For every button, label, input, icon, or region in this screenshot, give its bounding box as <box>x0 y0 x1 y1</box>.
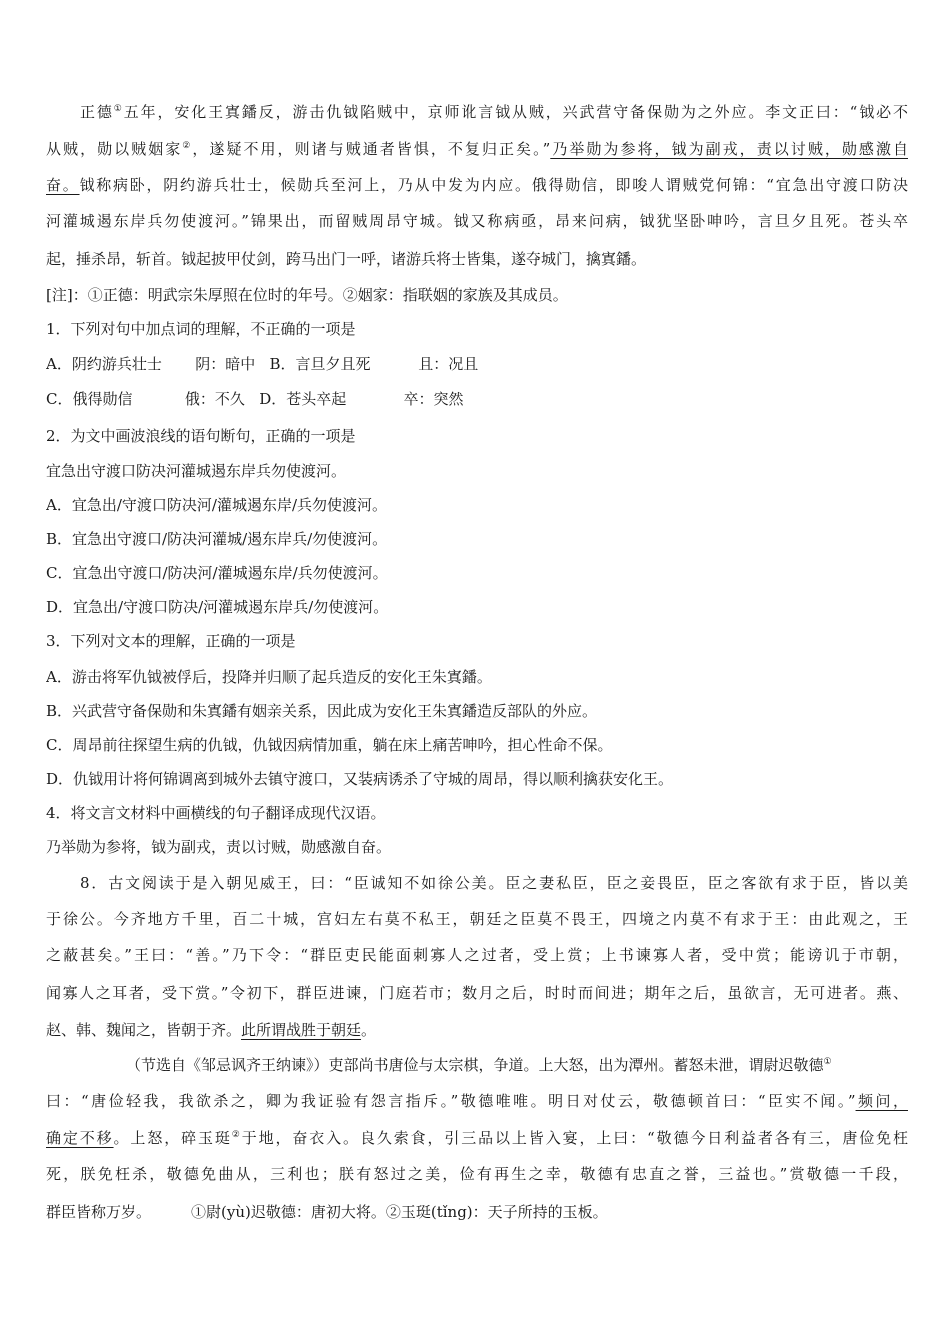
q4-stem: 4．将文言文材料中画横线的句子翻译成现代汉语。 <box>46 804 386 822</box>
text: 曰：“唐俭轻我，我欲杀之，卿为我证验有怨言指斥。”敬德唯唯。明日对仗云，敬德顿首曰：“臣实不闻。” <box>46 1092 856 1110</box>
text: 。 <box>361 1021 377 1039</box>
q2-option-d: D．宜急出/守渡口防决/河灌城遏东岸兵/勿使渡河。 <box>46 598 389 616</box>
q2-option-b: B．宜急出守渡口/防决河灌城/遏东岸兵/勿使渡河。 <box>46 530 388 548</box>
q3-option-c: C．周昂前往探望生病的仇钺，仇钺因病情加重，躺在床上痛苦呻吟，担心性命不保。 <box>46 736 613 754</box>
text: 于地，奋衣入。良久索食，引三品以上皆入宴，上曰：“敬德今日利益者各有三，唐俭免枉 <box>241 1129 908 1147</box>
passage1-line-1 <box>46 102 908 124</box>
text: 五年，安化王寘鐇反，游击仇钺陷贼中，京师讹言钺从贼，兴武营守备保勋为之外应。李文正曰：“钺必不 <box>123 103 908 121</box>
passage1-line-4: 河灌城遏东岸兵勿使渡河。”锦果出，而留贼周昂守城。钺又称病亟，昂来问病，钺犹坚卧呻吟，言旦夕且死。苍头卒 <box>46 212 908 230</box>
passage3-line-3 <box>46 1128 908 1150</box>
q4-sentence: 乃举勋为参将，钺为副戎，责以讨贼，勋感激自奋。 <box>46 838 392 856</box>
passage3-line-5 <box>46 1202 908 1224</box>
text: 群臣皆称万岁。 <box>46 1203 152 1221</box>
text: 钺称病卧，阴约游兵壮士，候勋兵至河上，乃从中发为内应。俄得勋信，即唆人谓贼党何锦：“宜急出守渡口防决 <box>79 176 908 194</box>
underlined-sentence: 乃举勋为参将，钺为副戎，责以讨贼，勋感激自 <box>550 140 908 158</box>
q1-options-row-2: C．俄得勋信 俄：不久 D．苍头卒起 卒：突然 <box>46 390 464 408</box>
underlined-sentence: 频问， <box>855 1092 908 1110</box>
q3-stem: 3．下列对文本的理解，正确的一项是 <box>46 632 296 650</box>
text: 。上怒，碎玉珽 <box>113 1129 232 1147</box>
text: （节选自《邹忌讽齐王纳谏》）吏部尚书唐俭与太宗棋，争道。上大怒，出为潭州。蓄怒未泄，谓尉迟敬德 <box>126 1056 824 1074</box>
text: ，遂疑不用，则诸与贼通者皆惧，不复归正矣。” <box>192 140 551 158</box>
q2-sentence: 宜急出守渡口防决河灌城遏东岸兵勿使渡河。 <box>46 462 347 480</box>
q1-options-row-1: A．阴约游兵壮士 阴：暗中 B．言旦夕且死 且：况且 <box>46 355 479 373</box>
passage1-line-3 <box>46 175 908 197</box>
passage3-line-2 <box>46 1091 908 1113</box>
passage1-line-2 <box>46 139 908 161</box>
footnote-marker: ② <box>231 1130 242 1140</box>
footnote-marker: ① <box>113 104 124 114</box>
q2-option-c: C．宜急出守渡口/防决河/灌城遏东岸/兵勿使渡河。 <box>46 564 388 582</box>
underlined-sentence: 确定不移 <box>46 1129 114 1147</box>
passage2-line-4: 闻寡人之耳者，受下赏。”令初下，群臣进谏，门庭若市；数月之后，时时而间进；期年之后，虽欲言，无可进者。燕、 <box>46 984 908 1002</box>
passage1-line-5: 起，捶杀昂，斩首。钺起披甲仗剑，跨马出门一呼，诸游兵将士皆集，遂夺城门，擒寘鐇。 <box>46 250 647 268</box>
passage2-line-5 <box>46 1020 908 1042</box>
passage1-note: [注]：①正德：明武宗朱厚照在位时的年号。②姻家：指联姻的家族及其成员。 <box>46 286 568 304</box>
passage2-line-1: 8．古文阅读于是入朝见威王，曰：“臣诚知不如徐公美。臣之妻私臣，臣之妾畏臣，臣之客欲有求于臣，皆以美 <box>80 874 908 892</box>
footnote-marker: ① <box>823 1057 832 1067</box>
passage3-line-4: 死，朕免枉杀，敬德免曲从，三利也；朕有怒过之美，俭有再生之幸，敬德有忠直之誉，三益也。”赏敬德一千段， <box>46 1165 908 1183</box>
text: 正德 <box>80 103 114 121</box>
q3-option-b: B．兴武营守备保勋和朱寘鐇有姻亲关系，因此成为安化王朱寘鐇造反部队的外应。 <box>46 702 598 720</box>
q1-stem: 1．下列对句中加点词的理解，不正确的一项是 <box>46 320 356 338</box>
underlined-sentence: 奋。 <box>46 176 80 194</box>
footnote-marker: ② <box>182 141 193 151</box>
q3-option-a: A．游击将军仇钺被俘后，投降并归顺了起兵造反的安化王朱寘鐇。 <box>46 668 492 686</box>
passage2-line-3: 之蔽甚矣。”王曰：“善。”乃下令：“群臣吏民能面刺寡人之过者，受上赏；上书谏寡人者，受中赏；能谤讥于市朝， <box>46 946 908 964</box>
passage2-line-2: 于徐公。今齐地方千里，百二十城，宫妇左右莫不私王，朝廷之臣莫不畏王，四境之内莫不有求于王：由此观之，王 <box>46 910 908 928</box>
text: 赵、韩、魏闻之，皆朝于齐。 <box>46 1021 242 1039</box>
footnote-text: ①尉(yù)迟敬德：唐初大将。②玉珽(tǐng)：天子所持的玉板。 <box>191 1203 608 1221</box>
underlined-sentence: 此所谓战胜于朝廷 <box>241 1021 362 1039</box>
q2-stem: 2．为文中画波浪线的语句断句，正确的一项是 <box>46 427 356 445</box>
passage3-line-1 <box>46 1055 908 1077</box>
text: 从贼，勋以贼姻家 <box>46 140 183 158</box>
q3-option-d: D．仇钺用计将何锦调离到城外去镇守渡口，又装病诱杀了守城的周昂，得以顺利擒获安化王。 <box>46 770 674 788</box>
q2-option-a: A．宜急出/守渡口防决河/灌城遏东岸/兵勿使渡河。 <box>46 496 387 514</box>
